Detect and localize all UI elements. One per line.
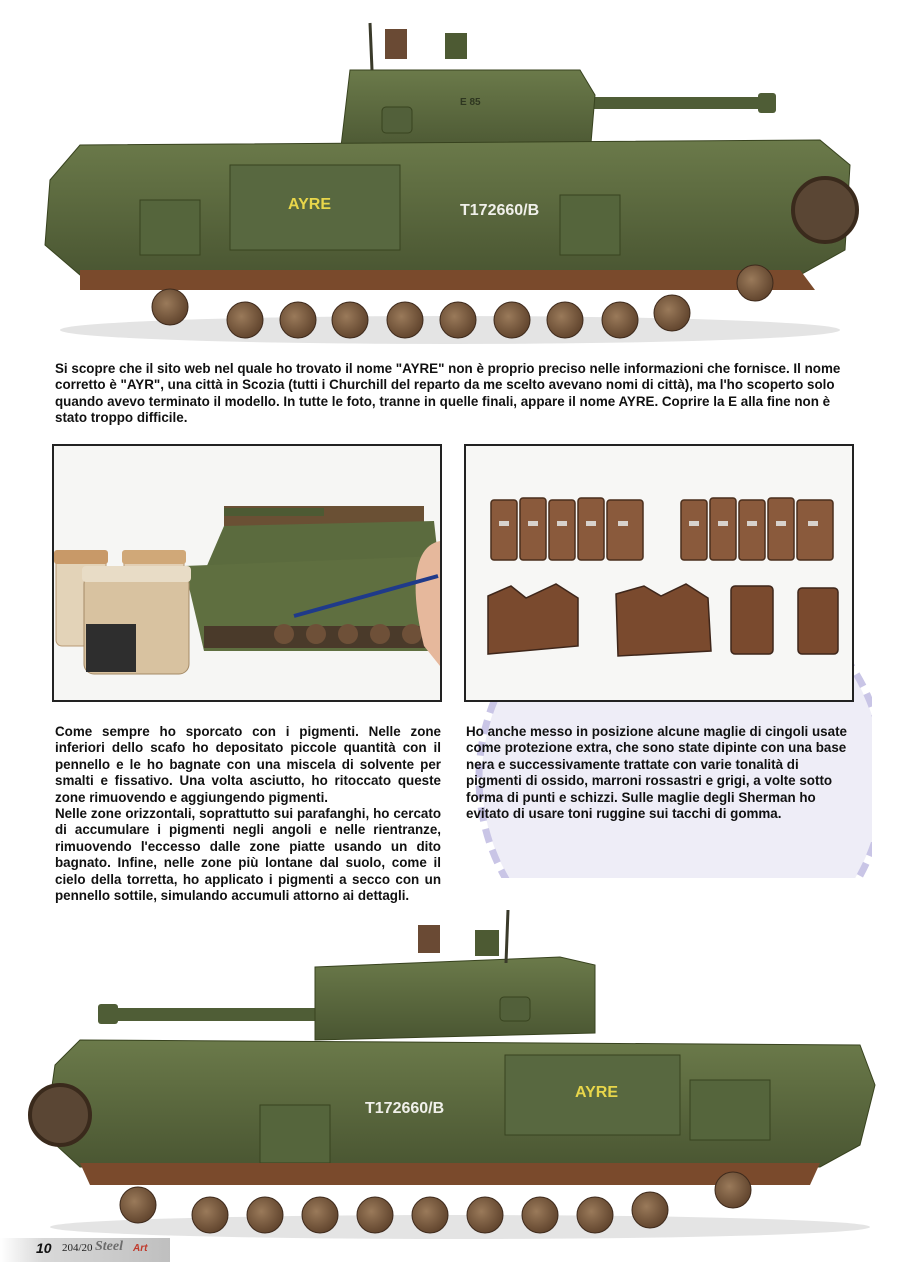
page-footer <box>0 1238 905 1262</box>
magazine-logo: Steel <box>95 1239 123 1254</box>
left-caption-paragraph-1: Come sempre ho sporcato con i pigmenti. Nelle zone inferiori dello scafo ho depositato piccole quantità con il pennello e le ho bagnate con una miscela di solvente per smalti e fissativo. Una volta asciutto, ho ritoccato queste zone rimuovendo e aggiungendo pigmenti. <box>55 724 441 805</box>
bottom-tank-photo <box>20 905 880 1240</box>
issue-number: 204/20 <box>62 1242 93 1254</box>
magazine-logo-accent: Art <box>133 1243 148 1254</box>
tank-serial-marking-bottom: T172660/B <box>365 1100 445 1117</box>
track-links-photo <box>464 444 854 702</box>
left-caption <box>55 724 441 904</box>
pigment-jars-photo <box>52 444 442 702</box>
top-tank-photo <box>20 15 870 355</box>
right-caption: Ho anche messo in posizione alcune maglie di cingoli usate come protezione extra, che sono state dipinte con una base nera e successivamente trattate con varie tonalità di pigmenti di ossido, marroni rossastri e grigi, a volte sotto forma di punti e schizzi. Sulle maglie degli Sherman ho evitato di usare toni ruggine sui tacchi di gomma. <box>466 724 847 822</box>
tank-serial-marking-top: T172660/B <box>460 202 540 219</box>
turret-code: E 85 <box>460 97 481 108</box>
top-caption: Si scopre che il sito web nel quale ho trovato il nome "AYRE" non è proprio preciso nelle informazioni che fornisce. Il nome corretto è "AYR", una città in Scozia (tutti i Churchill del reparto da me scelto avevano nomi di città), ma l'ho scoperto solo quando avevo terminato il modello. In tutte le foto, tranne in quelle finali, appare il nome AYRE. Coprire la E alla fine non è stato troppo difficile. <box>55 361 841 426</box>
page-number: 10 <box>36 1240 52 1256</box>
tank-name-marking-top: AYRE <box>288 196 331 213</box>
left-caption-paragraph-2: Nelle zone orizzontali, soprattutto sui parafanghi, ho cercato di accumulare i pigmenti negli angoli e nelle rientranze, rimuovendo l'eccesso dalle zone piatte usando un dito bagnato. Infine, nelle zone più lontane dal suolo, come il cielo della torretta, ho applicato i pigmenti a secco con un pennello sottile, simulando accumuli attorno ai dettagli. <box>55 806 441 904</box>
tank-name-marking-bottom: AYRE <box>575 1084 618 1101</box>
